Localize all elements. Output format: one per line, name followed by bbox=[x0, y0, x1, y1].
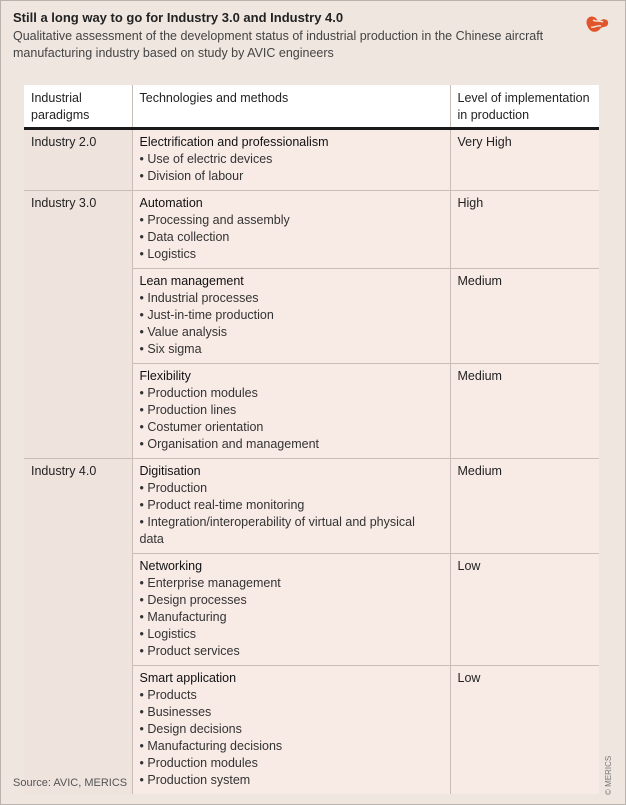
list-item: • Data collection bbox=[140, 229, 443, 246]
technology-name: Flexibility bbox=[139, 369, 191, 383]
list-item: • Manufacturing decisions bbox=[140, 738, 443, 755]
list-item: • Just-in-time production bbox=[140, 307, 443, 324]
technology-items bbox=[140, 212, 443, 263]
table-header-row bbox=[24, 85, 599, 129]
technology-name: Smart application bbox=[139, 671, 237, 685]
technology-items bbox=[140, 290, 443, 358]
header-technologies: Technologies and methods bbox=[132, 85, 450, 129]
list-item: • Design processes bbox=[140, 592, 443, 609]
list-item: • Enterprise management bbox=[140, 575, 443, 592]
figure-title: Still a long way to go for Industry 3.0 and Industry 4.0 bbox=[13, 10, 344, 25]
list-item: • Businesses bbox=[140, 704, 443, 721]
list-item: • Manufacturing bbox=[140, 609, 443, 626]
list-item: • Industrial processes bbox=[140, 290, 443, 307]
list-item: • Value analysis bbox=[140, 324, 443, 341]
list-item: • Use of electric devices bbox=[140, 151, 443, 168]
paradigm-cell: Industry 4.0 bbox=[24, 459, 132, 795]
technology-cell bbox=[132, 666, 450, 795]
technology-name: Networking bbox=[139, 559, 203, 573]
level-cell: Medium bbox=[450, 364, 599, 459]
list-item: • Production bbox=[140, 480, 443, 497]
list-item: • Production lines bbox=[140, 402, 443, 419]
level-cell: High bbox=[450, 191, 599, 269]
list-item: • Division of labour bbox=[140, 168, 443, 185]
technology-cell bbox=[132, 129, 450, 191]
technology-cell bbox=[132, 364, 450, 459]
table-body bbox=[24, 129, 599, 795]
table-row bbox=[24, 129, 599, 191]
list-item: • Production modules bbox=[140, 755, 443, 772]
technology-name: Automation bbox=[139, 196, 203, 210]
list-item: • Organisation and management bbox=[140, 436, 443, 453]
list-item: • Processing and assembly bbox=[140, 212, 443, 229]
copyright-note: © MERICS bbox=[604, 755, 613, 795]
merics-logo-icon bbox=[582, 11, 612, 35]
list-item: • Products bbox=[140, 687, 443, 704]
header-paradigms: Industrial paradigms bbox=[24, 85, 132, 129]
technology-items bbox=[140, 575, 443, 660]
table-row bbox=[24, 459, 599, 554]
list-item: • Costumer orientation bbox=[140, 419, 443, 436]
level-cell: Low bbox=[450, 554, 599, 666]
list-item: • Product services bbox=[140, 643, 443, 660]
industry-paradigm-table bbox=[24, 85, 599, 794]
list-item: • Design decisions bbox=[140, 721, 443, 738]
list-item: • Production system bbox=[140, 772, 443, 789]
technology-items bbox=[140, 385, 443, 453]
technology-items bbox=[140, 151, 443, 185]
level-cell: Very High bbox=[450, 129, 599, 191]
level-cell: Medium bbox=[450, 269, 599, 364]
source-note: Source: AVIC, MERICS bbox=[13, 777, 128, 789]
paradigm-cell: Industry 2.0 bbox=[24, 129, 132, 191]
list-item: • Logistics bbox=[140, 246, 443, 263]
technology-name: Lean management bbox=[139, 274, 244, 288]
paradigm-cell: Industry 3.0 bbox=[24, 191, 132, 459]
figure-subtitle: Qualitative assessment of the development status of industrial production in the Chinese aircraft manufacturing industry based on study by AVIC engineers bbox=[13, 29, 544, 60]
list-item: • Six sigma bbox=[140, 341, 443, 358]
technology-name: Electrification and professionalism bbox=[139, 135, 329, 149]
list-item: • Integration/interoperability of virtual and physical data bbox=[140, 514, 443, 548]
technology-items bbox=[140, 480, 443, 548]
level-cell: Medium bbox=[450, 459, 599, 554]
technology-cell bbox=[132, 459, 450, 554]
technology-cell bbox=[132, 554, 450, 666]
table-row bbox=[24, 191, 599, 269]
technology-cell bbox=[132, 191, 450, 269]
list-item: • Logistics bbox=[140, 626, 443, 643]
level-cell: Low bbox=[450, 666, 599, 795]
technology-name: Digitisation bbox=[139, 464, 201, 478]
list-item: • Production modules bbox=[140, 385, 443, 402]
list-item: • Product real-time monitoring bbox=[140, 497, 443, 514]
technology-cell bbox=[132, 269, 450, 364]
header-level: Level of implementation in production bbox=[450, 85, 599, 129]
technology-items bbox=[140, 687, 443, 789]
